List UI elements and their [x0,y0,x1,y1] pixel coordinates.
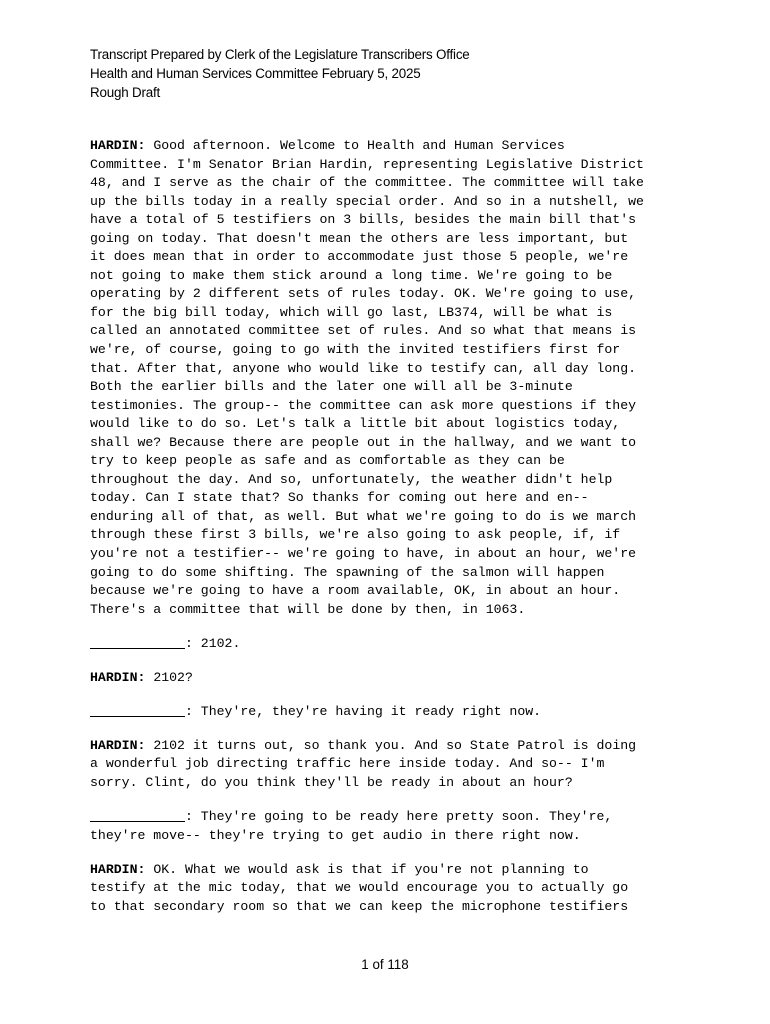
speech-text: : They're, they're having it ready right now. [184,703,542,719]
speaker-name: HARDIN: [90,138,146,153]
transcript-paragraph [90,737,690,793]
speaker-name: HARDIN: [90,737,146,753]
speech-text: 2102 it turns out, so thank you. And so State Patrol is doing a wonderful job directing traffic here inside today. And so-- I'm sorry. Clint, do you think they'll be ready in about an hour? [90,737,637,790]
unidentified-speaker-blank: ____________ [90,703,185,719]
speaker-name: HARDIN: [90,861,146,877]
transcript-paragraph [90,808,690,845]
speech-text: OK. What we would ask is that if you're not planning to testify at the mic today, that we would encourage you to actually go to that secondary room so that we can keep the microphone testifiers [90,861,629,914]
speech-text: Good afternoon. Welcome to Health and Human Services Committee. I'm Senator Brian Hardin, representing Legislative District 48, and I serve as the chair of the committee. The committee will take up the bills today in a really special order. And so in a nutshell, we have a total of 5 testifiers on 3 bills, besides the main bill that's going on today. That doesn't mean the others are less important, but it does mean that in order to accommodate just those 5 people, we're not going to make them stick around a long time. We're going to be operating by 2 different sets of rules today. OK. We're going to use, for the big bill today, which will go last, LB374, will be what is called an annotated committee set of rules. And so what that means is we're, of course, going to go with the invited testifiers first for that. After that, anyone who would like to testify can, all day long. Both the earlier bills and the later one will all be 3-minute testimonies. The group-- the committee can ask more questions if they would like to do so. Let's talk a little bit about logistics today, shall we? Because there are people out in the hallway, and we want to try to keep people as safe and as comfortable as they can be throughout the day. And so, unfortunately, the weather didn't help today. Can I state that? So thanks for coming out here and en-- enduring all of that, as well. But what we're going to do is we march through these first 3 bills, we're also going to ask people, if, if you're not a testifier-- we're going to have, in about an hour, we're going to do some shifting. The spawning of the salmon will happen because we're going to have a room available, OK, in about an hour. There's a committee that will be done by then, in 1063. [90,138,644,617]
speech-text: 2102? [145,669,193,685]
transcript-body [90,137,690,932]
speaker-name: HARDIN: [90,669,146,685]
unidentified-speaker-blank: ____________ [90,635,185,651]
transcript-paragraph [90,669,690,688]
header-title: Transcript Prepared by Clerk of the Legislature Transcribers Office [90,47,470,62]
document-header [90,45,470,102]
transcript-paragraph [90,703,690,722]
transcript-paragraph [90,137,690,619]
speech-text: : 2102. [184,635,241,651]
transcript-paragraph [90,861,690,917]
speech-text: : They're going to be ready here pretty soon. They're, they're move-- they're trying to get audio in there right now. [90,809,613,843]
page-number: 1 of 118 [361,957,409,972]
header-committee-date: Health and Human Services Committee February 5, 2025 [90,66,421,81]
transcript-paragraph [90,635,690,654]
unidentified-speaker-blank: ____________ [90,809,185,824]
header-draft-status: Rough Draft [90,85,160,100]
